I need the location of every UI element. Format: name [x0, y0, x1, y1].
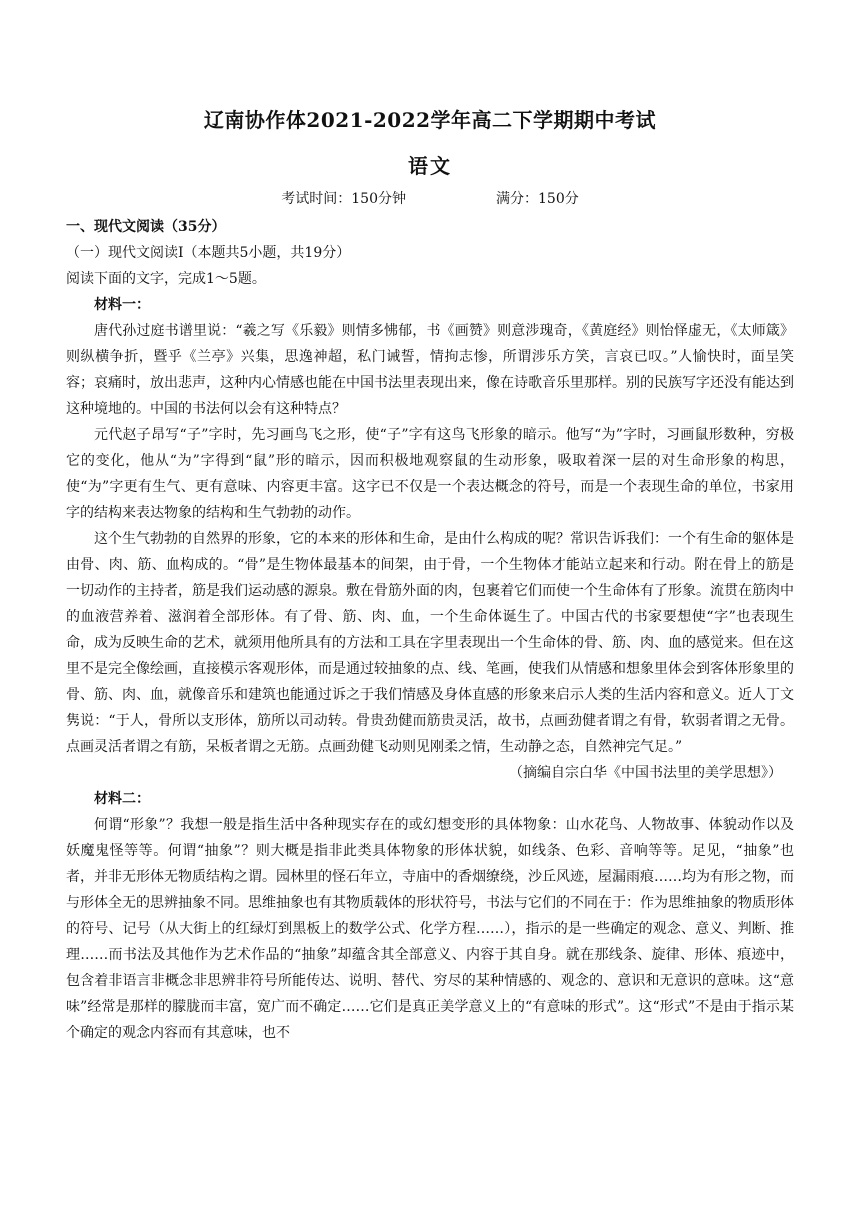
- material1-paragraph-2: 元代赵子昂写“子”字时，先习画鸟飞之形，使“子”字有这鸟飞形象的暗示。他写“为”字时，习画鼠形数种，穷极它的变化，他从“为”字得到“鼠”形的暗示，因而积极地观察鼠的生动形象，吸取着深一层的对生命形象的构思，使“为”字更有生气、更有意味、内容更丰富。这字已不仅是一个表达概念的符号，而是一个表现生命的单位，书家用字的结构来表达物象的结构和生气勃勃的动作。: [66, 427, 794, 521]
- material1-paragraph-1: 唐代孙过庭书谱里说：“羲之写《乐毅》则情多怫郁，书《画赞》则意涉瑰奇，《黄庭经》则怡怿虚无，《太师箴》则纵横争折，暨乎《兰亭》兴集，思逸神超，私门诫誓，情拘志惨，所谓涉乐方笑，言哀已叹。”人愉快时，面呈笑容；哀痛时，放出悲声，这种内心情感也能在中国书法里表现出来，像在诗歌音乐里那样。别的民族写字还没有能达到这种境地的。中国的书法何以会有这种特点？: [66, 323, 794, 417]
- exam-content: [66, 214, 794, 1046]
- subject-title: 语文: [408, 154, 452, 178]
- material1-source: （摘编自宗白华《中国书法里的美学思想》）: [509, 765, 782, 781]
- section-heading: 一、现代文阅读（35分）: [66, 219, 226, 235]
- material1-paragraph-3: 这个生气勃勃的自然界的形象，它的本来的形体和生命，是由什么构成的呢？常识告诉我们：一个有生命的躯体是由骨、肉、筋、血构成的。“骨”是生物体最基本的间架，由于骨，一个生物体才能站立起来和行动。附在骨上的筋是一切动作的主持者，筋是我们运动感的源泉。敷在骨筋外面的肉，包裹着它们而使一个生命体有了形象。流贯在筋肉中的血液营养着、滋润着全部形体。有了骨、筋、肉、血，一个生命体诞生了。中国古代的书家要想使“字”也表现生命，成为反映生命的艺术，就须用他所具有的方法和工具在字里表现出一个生命体的骨、筋、肉、血的感觉来。但在这里不是完全像绘画，直接模示客观形体，而是通过较抽象的点、线、笔画，使我们从情感和想象里体会到客体形象里的骨、筋、肉、血，就像音乐和建筑也能通过诉之于我们情感及身体直感的形象来启示人类的生活内容和意义。近人丁文隽说：“于人，骨所以支形体，筋所以司动转。骨贵劲健而筋贵灵活，故书，点画劲健者谓之有骨，软弱者谓之无骨。点画灵活者谓之有筋，呆板者谓之无筋。点画劲健飞动则见刚柔之情，生动静之态，自然神完气足。”: [66, 531, 794, 755]
- subsection-heading: （一）现代文阅读Ⅰ（本题共5小题，共19分）: [66, 245, 351, 261]
- material2-paragraph-1: 何谓“形象”？我想一般是指生活中各种现实存在的或幻想变形的具体物象：山水花鸟、人物故事、体貌动作以及妖魔鬼怪等等。何谓“抽象”？则大概是指非此类具体物象的形体状貌，如线条、色彩、音响等等。足见，“抽象”也者，并非无形体无物质结构之谓。园林里的怪石年立，寺庙中的香烟缭绕，沙丘风迹，屋漏雨痕……均为有形之物，而与形体全无的思辨抽象不同。思维抽象也有其物质载体的形状符号，书法与它们的不同在于：作为思维抽象的物质形体的符号、记号（从大街上的红绿灯到黑板上的数学公式、化学方程……），指示的是一些确定的观念、意义、判断、推理……而书法及其他作为艺术作品的“抽象”却蕴含其全部意义、内容于其自身。就在那线条、旋律、形体、痕迹中，包含着非语言非概念非思辨非符号所能传达、说明、替代、穷尽的某种情感的、观念的、意识和无意识的意味。这“意味”经常是那样的朦胧而丰富，宽广而不确定……它们是真正美学意义上的“有意味的形式”。这“形式”不是由于指示某个确定的观念内容而有其意味，也不: [66, 817, 794, 1041]
- exam-time: 考试时间：150分钟: [281, 191, 406, 207]
- instruction-text: 阅读下面的文字，完成1～5题。: [66, 271, 266, 287]
- material1-label: 材料一：: [94, 297, 150, 313]
- exam-info: [0, 188, 860, 208]
- material2-label: 材料二：: [94, 791, 150, 807]
- exam-title: 辽南协作体2021-2022学年高二下学期期中考试: [203, 108, 657, 132]
- full-score: 满分：150分: [496, 191, 579, 207]
